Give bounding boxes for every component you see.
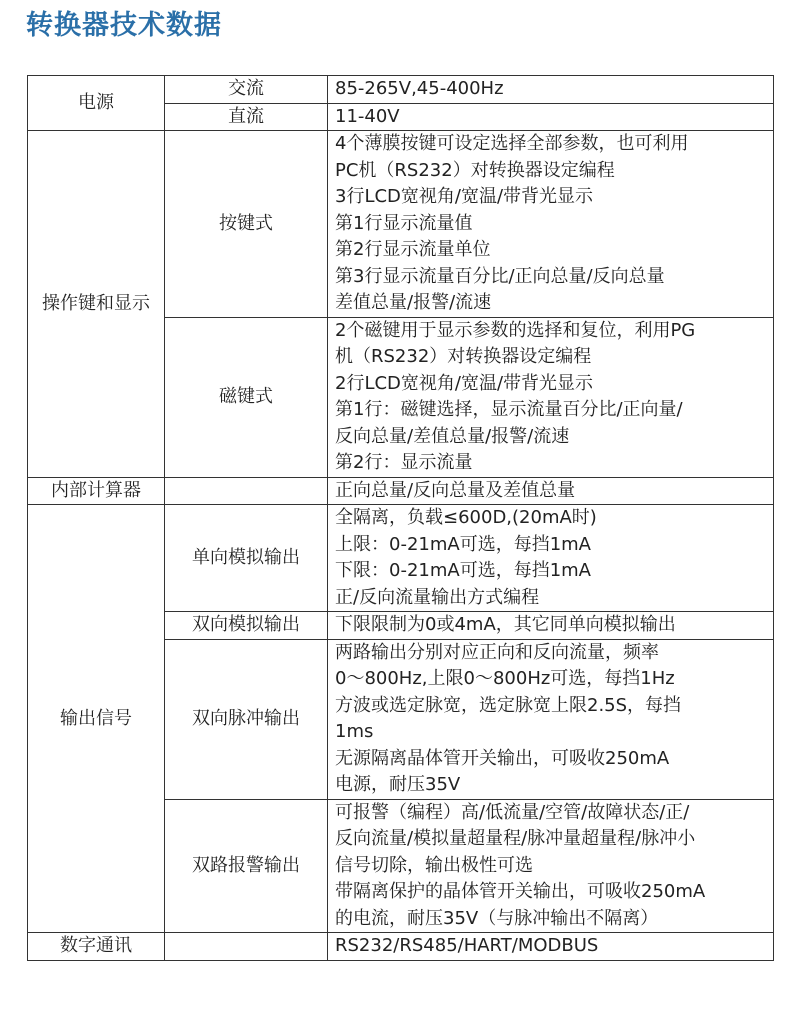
value-comm (328, 933, 774, 961)
value-single-analog (328, 505, 774, 612)
text-line: 方波或选定脉宽，选定脉宽上限2.5S，每挡 (335, 694, 682, 716)
category-calculator: 内部计算器 (28, 477, 165, 505)
text-line: 第2行：显示流量 (335, 452, 473, 473)
table-row-single-analog (28, 505, 774, 612)
value-magnetic-keys (328, 317, 774, 477)
sub-comm-empty (165, 933, 328, 961)
table-row-comm (28, 933, 774, 961)
text-line: 2行LCD宽视角/宽温/带背光显示 (335, 372, 594, 394)
table-row-calculator (28, 477, 774, 505)
text-line: 4个薄膜按键可设定选择全部参数，也可利用 (335, 133, 689, 154)
value-calculator (328, 477, 774, 505)
text-line: 差值总量/报警/流速 (335, 292, 492, 313)
sub-dual-alarm: 双路报警输出 (165, 799, 328, 933)
sub-dc: 直流 (165, 103, 328, 131)
value-button-keys (328, 131, 774, 318)
value-calculator-text: 正向总量/反向总量及差值总量 (335, 479, 576, 501)
category-keys-display: 操作键和显示 (28, 131, 165, 478)
sub-dual-analog: 双向模拟输出 (165, 612, 328, 640)
sub-button-keys: 按键式 (165, 131, 328, 318)
page-title: 转换器技术数据 (26, 10, 222, 41)
text-line: 0～800Hz,上限0～800Hz可选，每挡1Hz (335, 668, 675, 689)
text-line: PC机（RS232）对转换器设定编程 (335, 159, 615, 181)
table-row-power-ac (28, 76, 774, 104)
text-line: 反向总量/差值总量/报警/流速 (335, 425, 570, 447)
value-comm-text: RS232/RS485/HART/MODBUS (335, 935, 599, 956)
value-ac-text: 85-265V,45-400Hz (335, 78, 504, 99)
text-line: 第2行显示流量单位 (335, 239, 491, 260)
text-line: 电源，耐压35V (335, 774, 461, 795)
text-line: 无源隔离晶体管开关输出，可吸收250mA (335, 747, 670, 769)
text-line: 可报警（编程）高/低流量/空管/故障状态/正/ (335, 801, 690, 823)
text-line: 带隔离保护的晶体管开关输出，可吸收250mA (335, 881, 706, 902)
text-line: 机（RS232）对转换器设定编程 (335, 346, 592, 367)
text-line: 第3行显示流量百分比/正向总量/反向总量 (335, 265, 665, 287)
sub-magnetic-keys: 磁键式 (165, 317, 328, 477)
text-line: 的电流，耐压35V（与脉冲输出不隔离） (335, 907, 659, 929)
spec-table (27, 75, 774, 961)
text-line: 反向流量/模拟量超量程/脉冲量超量程/脉冲小 (335, 828, 696, 849)
value-dual-analog (328, 612, 774, 640)
sub-calculator-empty (165, 477, 328, 505)
text-line: 第1行：磁键选择，显示流量百分比/正向量/ (335, 399, 683, 420)
sub-dual-pulse: 双向脉冲输出 (165, 639, 328, 799)
text-line: 全隔离，负载≤600D,(20mA时) (335, 507, 597, 528)
text-line: 两路输出分别对应正向和反向流量，频率 (335, 641, 659, 663)
text-line: 3行LCD宽视角/宽温/带背光显示 (335, 186, 594, 207)
sub-single-analog: 单向模拟输出 (165, 505, 328, 612)
category-output: 输出信号 (28, 505, 165, 933)
text-line: 第1行显示流量值 (335, 212, 473, 234)
text-line: 1ms (335, 721, 374, 742)
text-line: 2个磁键用于显示参数的选择和复位，利用PG (335, 319, 696, 341)
text-line: 信号切除，输出极性可选 (335, 854, 533, 876)
text-line: 下限：0-21mA可选，每挡1mA (335, 560, 591, 581)
sub-ac: 交流 (165, 76, 328, 104)
value-dual-alarm (328, 799, 774, 933)
value-dc-text: 11-40V (335, 105, 400, 127)
category-comm: 数字通讯 (28, 933, 165, 961)
table-row-button-keys (28, 131, 774, 318)
value-dual-pulse (328, 639, 774, 799)
value-dual-analog-text: 下限限制为0或4mA，其它同单向模拟输出 (335, 614, 676, 635)
value-ac (328, 76, 774, 104)
text-line: 正/反向流量输出方式编程 (335, 586, 540, 608)
category-power: 电源 (28, 76, 165, 131)
value-dc (328, 103, 774, 131)
text-line: 上限：0-21mA可选，每挡1mA (335, 533, 591, 555)
